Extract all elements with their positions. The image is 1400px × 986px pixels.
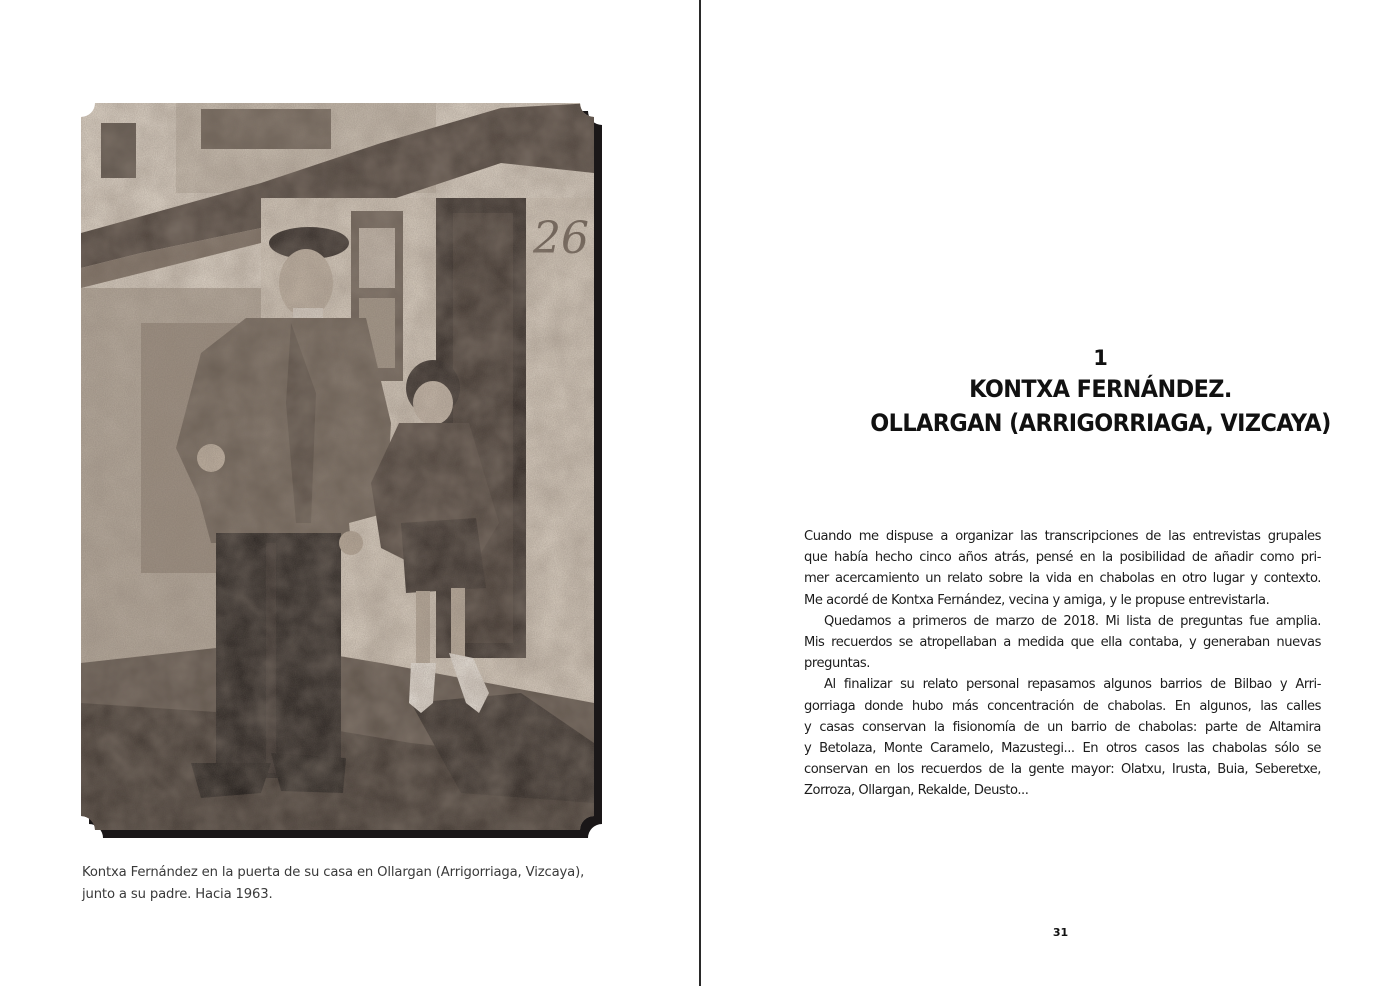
chapter-title-line: KONTXA FERNÁNDEZ.: [969, 375, 1232, 403]
right-page: [701, 0, 1400, 986]
body-line: y casas conservan la fisionomía de un barrio de chabolas: parte de Altamira: [804, 719, 1321, 735]
chapter-heading: [801, 344, 1400, 440]
body-line: Al finalizar su relato personal repasamos algunos barrios de Bilbao y Arri-: [824, 677, 1321, 693]
photograph: [81, 103, 602, 838]
body-line: Zorroza, Ollargan, Rekalde, Deusto...: [804, 783, 1029, 799]
page-number: 31: [1052, 926, 1069, 939]
body-line: Me acordé de Kontxa Fernández, vecina y amiga, y le propuse entrevistarla.: [804, 592, 1270, 608]
sepia-photograph-icon: [81, 103, 602, 838]
body-line: y Betolaza, Monte Caramelo, Mazustegi... En otros casos las chabolas sólo se: [804, 741, 1321, 757]
body-line: Quedamos a primeros de marzo de 2018. Mi lista de preguntas fue amplia.: [824, 613, 1321, 629]
body-line: Mis recuerdos se atropellaban a medida que ella contaba, y generaban nuevas: [804, 635, 1321, 651]
body-line: gorriaga donde hubo más concentración de chabolas. En algunos, las calles: [804, 698, 1321, 714]
chapter-title-line: OLLARGAN (ARRIGORRIAGA, VIZCAYA): [870, 409, 1331, 437]
body-line: preguntas.: [804, 656, 871, 672]
body-line: que había hecho cinco años atrás, pensé en la posibilidad de añadir como pri-: [804, 550, 1321, 566]
body-line: mer acercamiento un relato sobre la vida en chabolas en otro lugar y contexto.: [804, 571, 1321, 587]
chapter-number: 1: [1093, 346, 1108, 370]
body-line: conservan en los recuerdos de la gente mayor: Olatxu, Irusta, Buia, Seberetxe,: [804, 762, 1321, 778]
caption-line: junto a su padre. Hacia 1963.: [82, 887, 273, 902]
body-line: Cuando me dispuse a organizar las transcripciones de las entrevistas grupales: [804, 529, 1321, 544]
caption-line: Kontxa Fernández en la puerta de su casa en Ollargan (Arrigorriaga, Vizcaya),: [82, 865, 585, 880]
body-text: [804, 526, 1321, 802]
left-page: [0, 0, 699, 986]
photo-caption: [82, 862, 602, 906]
